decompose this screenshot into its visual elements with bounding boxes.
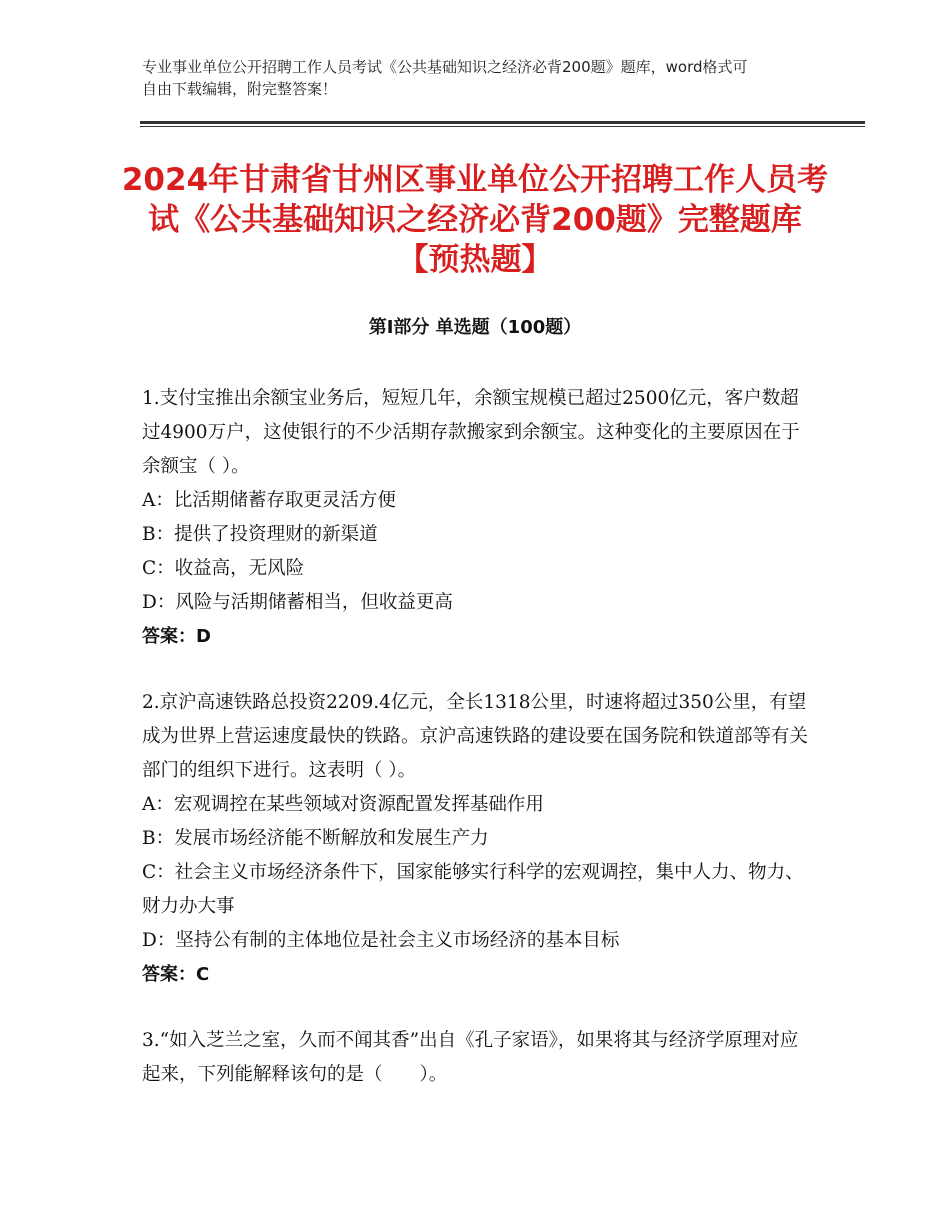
- question-stem: 1.支付宝推出余额宝业务后，短短几年，余额宝规模已超过2500亿元，客户数超过4900万户，这使银行的不少活期存款搬家到余额宝。这种变化的主要原因在于余额宝（ ）。: [142, 388, 800, 477]
- option-d: D：风险与活期储蓄相当，但收益更高: [142, 592, 453, 613]
- option-a: A：比活期储蓄存取更灵活方便: [142, 490, 396, 511]
- option-b: B：提供了投资理财的新渠道: [142, 524, 378, 545]
- header-divider-thin: [140, 126, 865, 127]
- question-stem: 2.京沪高速铁路总投资2209.4亿元，全长1318公里，时速将超过350公里，有望成为世界上营运速度最快的铁路。京沪高速铁路的建设要在国务院和铁道部等有关部门的组织下进行。这表明（ ）。: [142, 692, 809, 781]
- document-title: 2024年甘肃省甘州区事业单位公开招聘工作人员考试《公共基础知识之经济必背200题》完整题库【预热题】: [121, 162, 829, 278]
- option-d: D：坚持公有制的主体地位是社会主义市场经济的基本目标: [142, 930, 620, 951]
- question-3: [142, 1024, 812, 1092]
- answer-line: 答案：C: [142, 964, 210, 985]
- question-list: [142, 382, 812, 1124]
- answer-line: 答案：D: [142, 626, 211, 647]
- option-c: C：社会主义市场经济条件下，国家能够实行科学的宏观调控，集中人力、物力、财力办大事: [142, 862, 804, 917]
- header-text: 专业事业单位公开招聘工作人员考试《公共基础知识之经济必背200题》题库，word格式可自由下载编辑，附完整答案！: [142, 58, 748, 98]
- page-header: [142, 56, 762, 100]
- question-1: [142, 382, 812, 654]
- option-b: B：发展市场经济能不断解放和发展生产力: [142, 828, 489, 849]
- question-2: [142, 686, 812, 992]
- header-divider-thick: [140, 121, 865, 124]
- option-a: A：宏观调控在某些领域对资源配置发挥基础作用: [142, 794, 544, 815]
- section-heading: 第Ⅰ部分 单选题（100题）: [368, 317, 582, 338]
- question-stem: 3.“如入芝兰之室，久而不闻其香”出自《孔子家语》，如果将其与经济学原理对应起来，下列能解释该句的是（ ）。: [142, 1030, 799, 1085]
- option-c: C：收益高，无风险: [142, 558, 305, 579]
